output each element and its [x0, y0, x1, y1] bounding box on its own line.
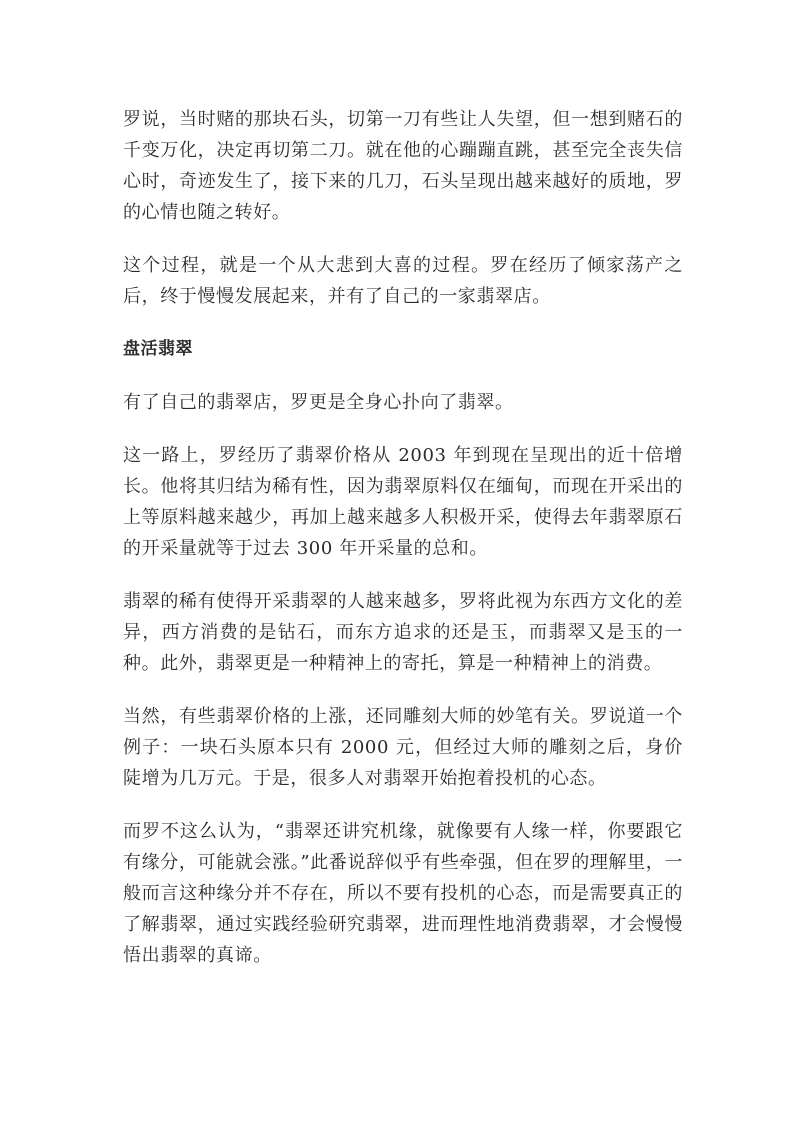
- paragraph-fate-and-rational-consumption: 而罗不这么认为，“翡翠还讲究机缘，就像要有人缘一样，你要跟它有缘分，可能就会涨。”此番说辞似乎有些牵强，但在罗的理解里，一般而言这种缘分并不存在，所以不要有投机的心态，而是需要真正的了解翡翠，通过实践经验研究翡翠，进而理性地消费翡翠，才会慢慢悟出翡翠的真谛。: [123, 821, 683, 966]
- paragraph-price-growth: 这一路上，罗经历了翡翠价格从 2003 年到现在呈现出的近十倍增长。他将其归结为稀有性，因为翡翠原料仅在缅甸，而现在开采出的上等原料越来越少，再加上越来越多人积极开采，使得去年翡翠原石的开采量就等于过去 300 年开采量的总和。: [123, 445, 683, 559]
- paragraph-own-store: 有了自己的翡翠店，罗更是全身心扑向了翡翠。: [123, 392, 514, 413]
- paragraph-rarity-culture: 翡翠的稀有使得开采翡翠的人越来越多，罗将此视为东西方文化的差异，西方消费的是钻石，而东方追求的还是玉，而翡翠又是玉的一种。此外，翡翠更是一种精神上的寄托，算是一种精神上的消费。: [123, 591, 683, 674]
- document-body: [123, 104, 683, 993]
- section-heading: 盘活翡翠: [123, 339, 193, 359]
- paragraph-stone-cutting: 罗说，当时赌的那块石头，切第一刀有些让人失望，但一想到赌石的千变万化，决定再切第二刀。就在他的心蹦蹦直跳，甚至完全丧失信心时，奇迹发生了，接下来的几刀，石头呈现出越来越好的质地，罗的心情也随之转好。: [123, 109, 683, 223]
- paragraph-sorrow-to-joy: 这个过程，就是一个从大悲到大喜的过程。罗在经历了倾家荡产之后，终于慢慢发展起来，并有了自己的一家翡翠店。: [123, 255, 683, 307]
- paragraph-carving-value: 当然，有些翡翠价格的上涨，还同雕刻大师的妙笔有关。罗说道一个例子：一块石头原本只有 2000 元，但经过大师的雕刻之后，身价陡增为几万元。于是，很多人对翡翠开始抱着投机的心态。: [123, 706, 683, 789]
